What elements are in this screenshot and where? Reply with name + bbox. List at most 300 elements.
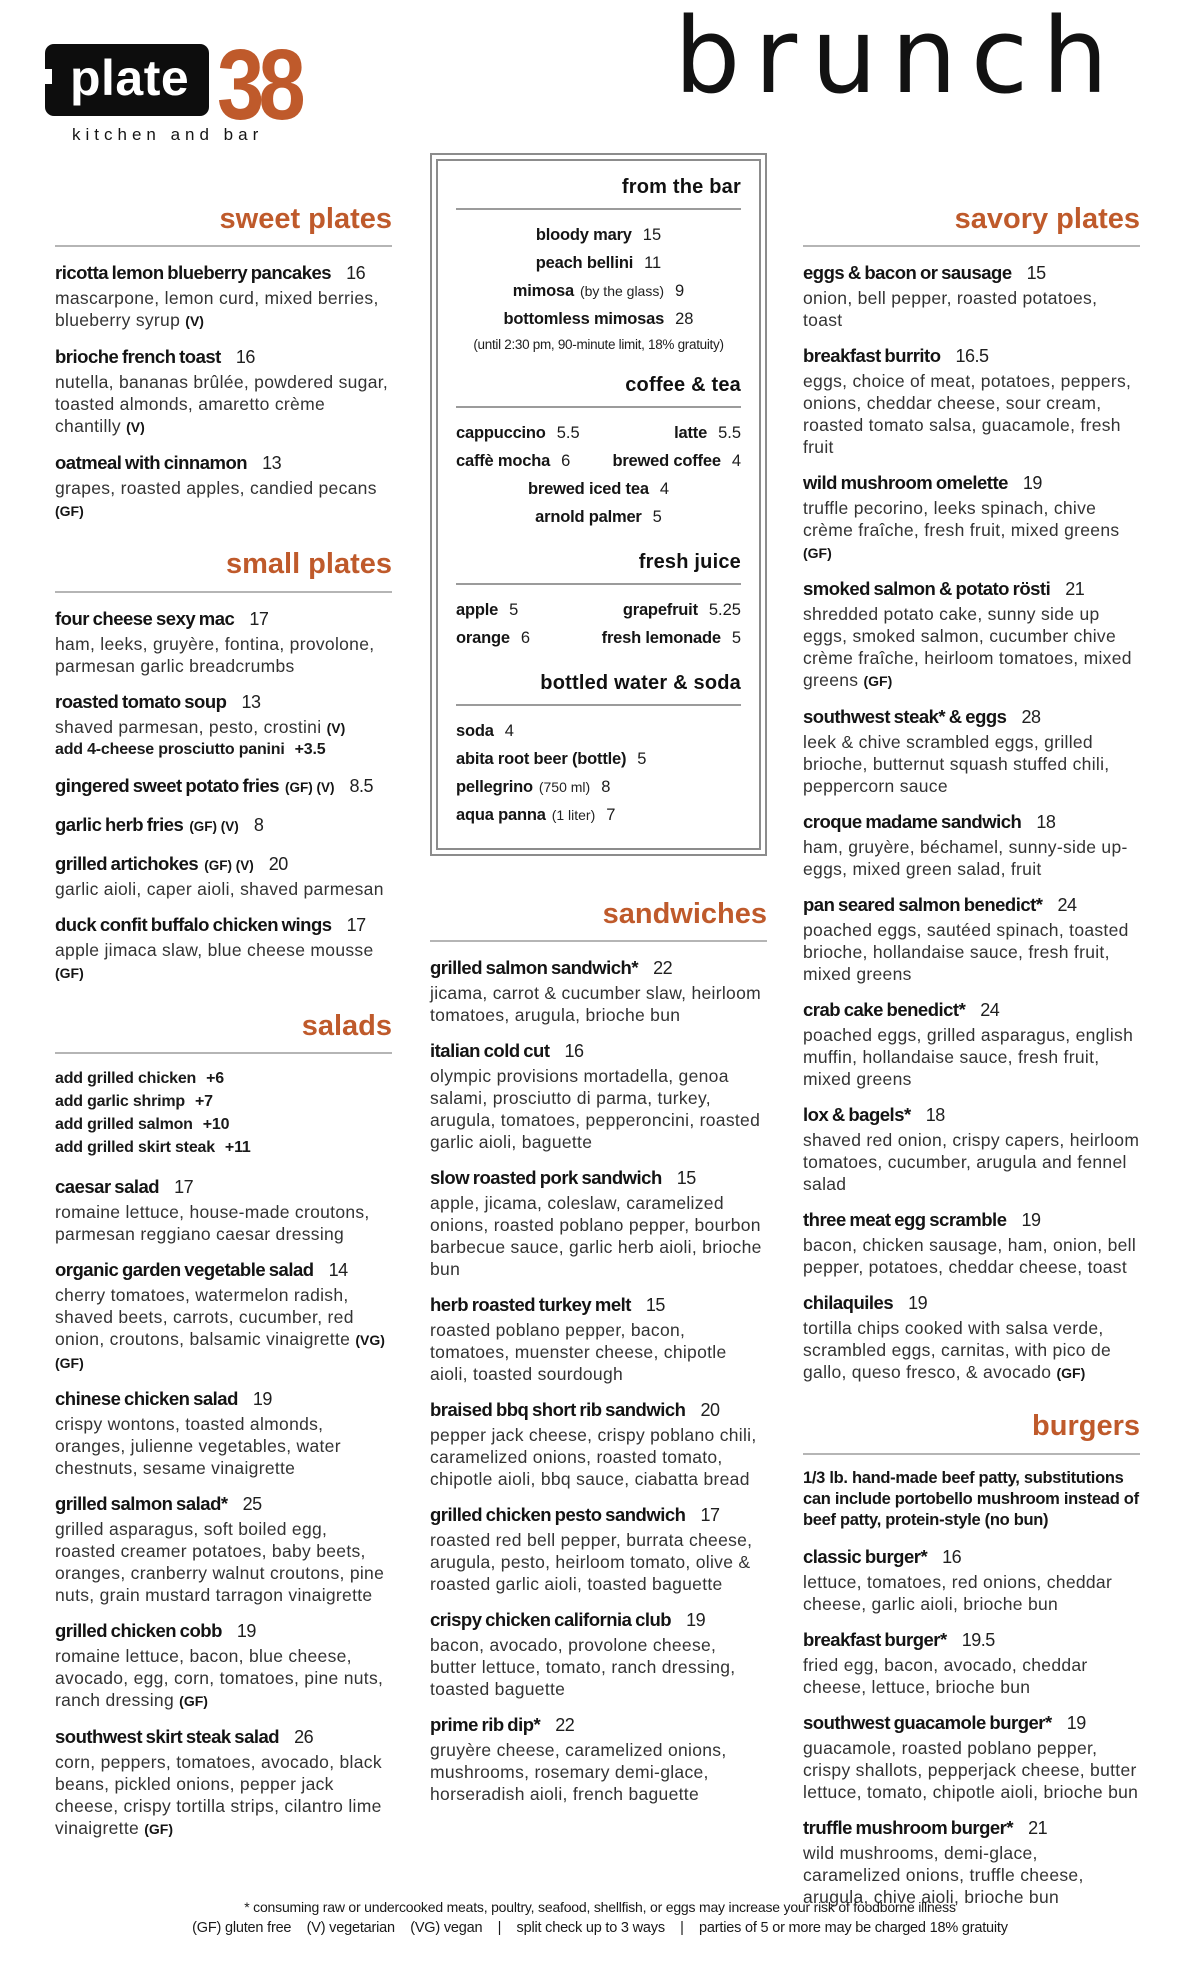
menu-item-head [55,1491,392,1518]
item-name: southwest skirt steak salad [55,1726,280,1748]
item-description [55,716,392,739]
salad-addon-line [55,1136,392,1159]
coffee-pair-rows [456,419,741,475]
item-diet-tags: (V) [126,419,145,436]
menu-item-head [803,1207,1140,1234]
menu-item-head [430,1607,767,1634]
item-description [430,1739,767,1805]
menu-item-head [803,470,1140,497]
item-description [430,1634,767,1700]
item-diet-tags: (VG) (GF) [55,1332,385,1372]
drink-price: 8 [601,778,611,796]
item-name: brioche french toast [55,346,221,368]
menu-item-head [55,450,392,477]
menu-item [430,1712,767,1805]
item-description-text: ham, leeks, gruyère, fontina, provolone, parmesan garlic breadcrumbs [55,633,375,676]
item-name: caesar salad [55,1176,160,1198]
item-name: ricotta lemon blueberry pancakes [55,262,332,284]
menu-item [55,1257,392,1374]
item-name: grilled chicken pesto sandwich [430,1504,686,1526]
item-price: 20 [268,853,288,874]
item-price: 15 [645,1295,665,1316]
menu-item [55,773,392,800]
menu-item [803,1627,1140,1698]
section-salads [55,1010,392,1840]
item-description [430,982,767,1026]
menu-item [803,1815,1140,1908]
menu-item-head [55,1618,392,1645]
item-description [430,1319,767,1385]
drink-price: 11 [644,254,662,272]
menu-item [430,1502,767,1595]
item-price: 17 [249,608,269,629]
drink-price: 4 [731,452,741,470]
menu-item [803,470,1140,564]
item-price: 28 [1021,707,1041,728]
drink-price: 4 [659,480,669,498]
item-name: breakfast burger* [803,1628,947,1650]
sweet-plates-items [55,260,392,522]
item-price: 17 [700,1505,720,1526]
item-description [803,1234,1140,1278]
drink-name: fresh lemonade [601,629,721,647]
drink-item-right [623,596,741,624]
item-description [55,1413,392,1479]
item-description-text: roasted red bell pepper, burrata cheese, arugula, pesto, heirloom tomato, olive & roasted garlic aioli, toasted baguette [430,1530,753,1595]
section-small-plates [55,548,392,983]
addon-label: add grilled skirt steak [55,1139,215,1157]
coffee-centered-rows [456,475,741,531]
item-name: grilled salmon salad* [55,1493,228,1515]
drink-price: 5 [731,629,741,647]
item-diet-tags: (GF) (V) [204,857,254,873]
menu-item-head [803,343,1140,370]
item-description-text: cherry tomatoes, watermelon radish, shaved beets, carrots, cucumber, red onion, croutons, balsamic vinaigrette [55,1285,354,1350]
item-name: pan seared salmon benedict* [803,894,1043,916]
item-price: 19 [1021,1210,1041,1231]
item-description-text: shaved red onion, crispy capers, heirloom tomatoes, cucumber, arugula and fennel salad [803,1130,1140,1195]
item-price: 16 [564,1041,584,1062]
drink-item-left [456,419,580,447]
section-heading-small-plates: small plates [55,548,392,592]
addon-price: +7 [194,1093,213,1111]
menu-item [55,344,392,438]
menu-item [803,1710,1140,1803]
addon-label: add grilled chicken [55,1070,197,1088]
menu-item-head [55,1724,392,1751]
small-plates-items [55,606,392,984]
item-name: truffle mushroom burger* [803,1816,1014,1838]
addon-label: add 4-cheese prosciutto panini [55,740,285,758]
item-description-text: grilled asparagus, soft boiled egg, roasted creamer potatoes, baby beets, oranges, cranberry walnut croutons, pine nuts, grain mustard tarragon vinaigrette [55,1519,385,1606]
item-price: 19 [908,1293,928,1314]
drink-name: peach bellini [535,254,634,272]
item-description-text: bacon, avocado, provolone cheese, butter lettuce, tomato, ranch dressing, toasted baguette [430,1635,736,1700]
item-description-text: gruyère cheese, caramelized onions, mushrooms, rosemary demi-glace, horseradish aioli, french baguette [430,1740,727,1805]
menu-item [803,892,1140,985]
item-description [803,1571,1140,1615]
menu-item-head [803,1815,1140,1842]
menu-item [803,809,1140,880]
menu-item [55,450,392,522]
item-price: 19 [236,1621,256,1642]
item-name: herb roasted turkey melt [430,1294,631,1316]
menu-item [430,1292,767,1385]
item-price: 8 [253,814,264,835]
section-burgers [803,1410,1140,1907]
item-description-text: eggs, choice of meat, potatoes, peppers, onions, cheddar cheese, sour cream, roasted tomato salsa, guacamole, fresh fruit [803,371,1132,458]
addon-price: +3.5 [294,740,326,758]
menu-item-head [55,260,392,287]
item-name: wild mushroom omelette [803,472,1008,494]
drink-note: (1 liter) [551,807,596,823]
column-right [803,203,1140,1920]
menu-item [55,812,392,839]
drink-item-right [612,447,741,475]
drink-item-left [456,596,518,624]
menu-item [430,1607,767,1700]
menu-item-head [803,1627,1140,1654]
drink-pair-row [456,419,741,447]
beverage-box-inner [436,159,761,850]
item-description-text: apple jimaca slaw, blue cheese mousse [55,939,374,960]
item-description [803,836,1140,880]
item-name: italian cold cut [430,1040,550,1062]
item-diet-tags: (V) [185,313,204,330]
drink-price: 7 [606,806,616,824]
item-description [55,939,392,984]
drink-name: caffè mocha [456,452,551,470]
item-price: 15 [676,1168,696,1189]
item-diet-tags: (GF) (V) [285,779,335,795]
box-section-fresh-juice [456,551,741,652]
item-description-text: truffle pecorino, leeks spinach, chive crème fraîche, fresh fruit, mixed greens [803,498,1120,541]
burgers-note: 1/3 lb. hand-made beef patty, substitutions can include portobello mushroom instead of beef patty, protein-style (no bun) [803,1468,1139,1529]
menu-item-head [55,851,392,878]
item-description-text: romaine lettuce, house-made croutons, parmesan reggiano caesar dressing [55,1202,370,1245]
section-heading-savory-plates: savory plates [803,203,1140,247]
item-name: organic garden vegetable salad [55,1259,314,1281]
menu-item [55,606,392,677]
item-description-text: leek & chive scrambled eggs, grilled brioche, butternut squash stuffed chili, peppercorn sauce [803,732,1110,797]
menu-item-head [803,1544,1140,1571]
item-price: 13 [262,453,282,474]
item-name: classic burger* [803,1545,928,1567]
menu-item-head [803,1290,1140,1317]
item-name: breakfast burrito [803,345,941,367]
menu-item-head [803,704,1140,731]
drink-name: arnold palmer [535,508,642,526]
item-price: 24 [980,1000,1000,1021]
item-description-text: bacon, chicken sausage, ham, onion, bell pepper, potatoes, cheddar cheese, toast [803,1235,1137,1278]
addon-price: +11 [224,1139,251,1157]
item-name: crispy chicken california club [430,1609,672,1631]
drink-name: soda [456,722,494,740]
salad-addon-line [55,1067,392,1090]
item-description [803,370,1140,458]
menu-item [55,912,392,984]
item-addon [55,739,392,761]
item-diet-tags: (GF) [55,503,84,520]
item-price: 19 [252,1389,272,1410]
menu-item-head [803,1102,1140,1129]
salads-items [55,1174,392,1840]
item-description-text: ham, gruyère, béchamel, sunny-side up-eggs, mixed green salad, fruit [803,837,1128,880]
drink-name: brewed iced tea [528,480,649,498]
menu-item-head [55,606,392,633]
item-description [803,1024,1140,1090]
item-name: four cheese sexy mac [55,607,235,629]
drink-price: 5.5 [556,424,580,442]
item-name: grilled artichokes [55,852,199,874]
menu-item [55,1386,392,1479]
item-price: 22 [555,1715,575,1736]
drink-name: aqua panna [456,806,546,824]
item-name: lox & bagels* [803,1104,911,1126]
drink-pair-row [456,447,741,475]
drink-item [456,305,741,333]
sandwiches-items [430,955,767,1805]
drink-price: 5 [637,750,647,768]
item-name: grilled salmon sandwich* [430,957,639,979]
item-description [55,371,392,438]
item-price: 20 [700,1400,720,1421]
menu-item-head [55,344,392,371]
menu-item [55,260,392,332]
item-diet-tags: (GF) [863,673,893,690]
drink-name: latte [674,424,708,442]
menu-item [55,1618,392,1712]
item-description [803,287,1140,331]
drink-name: cappuccino [456,424,546,442]
box-heading-water-soda: bottled water & soda [456,672,741,706]
item-price: 15 [1026,263,1046,284]
item-description-text: apple, jicama, coleslaw, caramelized onions, roasted poblano pepper, bourbon barbecue sauce, garlic herb aioli, brioche bun [430,1193,762,1280]
item-price: 14 [328,1260,348,1281]
menu-item [430,955,767,1026]
item-description-text: crispy wontons, toasted almonds, oranges, julienne vegetables, water chestnuts, sesame vinaigrette [55,1414,341,1479]
item-description-text: lettuce, tomatoes, red onions, cheddar cheese, garlic aioli, brioche bun [803,1571,1113,1614]
drink-name: mimosa [512,282,574,300]
section-sweet-plates [55,203,392,522]
item-description-text: poached eggs, grilled asparagus, english muffin, hollandaise sauce, fresh fruit, mixed greens [803,1025,1134,1090]
footer-disclaimer: * consuming raw or undercooked meats, poultry, seafood, shellfish, or eggs may increase your risk of foodborne illness [244,1899,956,1915]
beverage-box [430,153,767,856]
item-description-text: shaved parmesan, pesto, crostini [55,716,322,737]
bar-drinks [456,221,741,333]
item-name: chinese chicken salad [55,1388,238,1410]
drink-pair-row [456,624,741,652]
item-description-text: romaine lettuce, bacon, blue cheese, avocado, egg, corn, tomatoes, pine nuts, ranch dressing [55,1646,384,1711]
drink-item [456,277,741,305]
item-price: 17 [346,914,366,935]
menu-item-head [55,912,392,939]
drink-name: bloody mary [535,226,632,244]
item-name: grilled chicken cobb [55,1620,222,1642]
drink-name: grapefruit [622,601,698,619]
item-description-text: roasted poblano pepper, bacon, tomatoes, muenster cheese, chipotle aioli, toasted sourdough [430,1320,727,1385]
item-description [803,603,1140,692]
drink-price: 9 [675,282,685,300]
item-diet-tags: (GF) [144,1821,173,1838]
drink-name: abita root beer (bottle) [456,750,627,768]
item-description-text: onion, bell pepper, roasted potatoes, toast [803,288,1098,331]
item-name: smoked salmon & potato rösti [803,578,1051,600]
addon-label: add grilled salmon [55,1116,193,1134]
item-description-text: nutella, bananas brûlée, powdered sugar, toasted almonds, amaretto crème chantilly [55,372,389,437]
salad-addon-line [55,1090,392,1113]
box-heading-coffee-tea: coffee & tea [456,374,741,408]
savory-plates-items [803,260,1140,1384]
item-description [55,1645,392,1712]
item-price: 8.5 [349,775,374,796]
addon-price: +6 [206,1070,224,1088]
menu-item-head [430,1165,767,1192]
drink-name: apple [456,601,499,619]
column-left [55,203,392,1852]
item-name: crab cake benedict* [803,999,966,1021]
item-price: 21 [1065,579,1085,600]
item-description [55,1201,392,1245]
item-name: slow roasted pork sandwich [430,1167,662,1189]
section-heading-salads: salads [55,1010,392,1054]
item-description [55,1284,392,1374]
item-price: 24 [1057,895,1077,916]
item-name: southwest steak* & eggs [803,706,1007,728]
menu-item [803,997,1140,1090]
logo [45,29,314,145]
item-description [803,497,1140,564]
drink-name: bottomless mimosas [503,310,665,328]
item-diet-tags: (V) [326,719,346,736]
drink-note: (750 ml) [538,779,591,795]
footer-legend: (GF) gluten free (V) vegetarian (VG) vegan | split check up to 3 ways | parties of 5 or more may be charged 18% gratuity [192,1920,1008,1936]
menu-item [803,704,1140,797]
drink-item [456,717,741,745]
menu-item-head [803,809,1140,836]
drink-item-left [456,447,570,475]
drink-price: 6 [520,629,530,647]
item-description [430,1065,767,1153]
logo-tagline: kitchen and bar [72,125,264,144]
item-price: 16 [235,347,255,368]
menu-item-head [430,1502,767,1529]
menu-item-head [803,1710,1140,1737]
item-description-text: poached eggs, sautéed spinach, toasted brioche, hollandaise sauce, fresh fruit, mixed greens [803,920,1129,985]
menu-item [803,1544,1140,1615]
menu-item-head [803,997,1140,1024]
box-heading-fresh-juice: fresh juice [456,551,741,585]
section-heading-sandwiches: sandwiches [430,898,767,942]
item-description [55,1751,392,1840]
drink-price: 5 [509,601,519,619]
item-description [55,633,392,677]
menu-item [803,576,1140,692]
item-price: 19.5 [961,1629,995,1650]
box-heading-from-the-bar: from the bar [456,176,741,210]
item-description [430,1529,767,1595]
menu-item [803,1102,1140,1195]
item-price: 13 [241,691,261,712]
drink-price: 6 [561,452,571,470]
item-price: 17 [174,1177,194,1198]
menu-item-head [55,1174,392,1201]
section-heading-sweet-plates: sweet plates [55,203,392,247]
item-description-text: mascarpone, lemon curd, mixed berries, blueberry syrup [55,288,379,331]
menu-item [430,1397,767,1490]
menu-item-head [803,260,1140,287]
menu-item [55,1724,392,1840]
menu-item [55,689,392,761]
item-diet-tags: (GF) [803,545,832,562]
drink-price: 15 [642,226,662,244]
item-description-text: garlic aioli, caper aioli, shaved parmesan [55,878,384,899]
item-description [55,477,392,522]
item-price: 25 [242,1494,262,1515]
drink-name: pellegrino [456,778,533,796]
drink-note: (by the glass) [579,283,665,299]
addon-price: +10 [202,1116,230,1134]
item-diet-tags: (GF) [1056,1365,1086,1382]
item-description [803,731,1140,797]
item-price: 26 [294,1727,314,1748]
section-sandwiches [430,898,767,1805]
drink-pair-row [456,596,741,624]
logo-wordmark: plate [70,50,190,106]
item-description-text: olympic provisions mortadella, genoa salami, prosciutto di parma, turkey, arugula, tomatoes, pepperoncini, roasted garlic aioli, baguette [430,1066,761,1153]
menu-item [803,1290,1140,1384]
item-description [55,1518,392,1606]
drink-item [456,773,741,801]
item-description [430,1192,767,1280]
drink-item [456,503,741,531]
drink-item [456,801,741,829]
item-description [803,1654,1140,1698]
menu-item-head [430,1397,767,1424]
item-price: 19 [1066,1712,1086,1733]
item-name: roasted tomato soup [55,690,227,712]
item-name: braised bbq short rib sandwich [430,1399,686,1421]
drink-name: orange [456,629,510,647]
item-description-text: grapes, roasted apples, candied pecans [55,478,377,499]
bar-fine-print: (until 2:30 pm, 90-minute limit, 18% gratuity) [473,337,724,352]
item-name: three meat egg scramble [803,1209,1007,1231]
item-description-text: fried egg, bacon, avocado, cheddar cheese, lettuce, brioche bun [803,1654,1088,1697]
item-name: garlic herb fries [55,813,184,835]
box-section-from-the-bar [456,176,741,354]
item-description-text: jicama, carrot & cucumber slaw, heirloom tomatoes, arugula, brioche bun [430,983,761,1026]
item-name: chilaquiles [803,1292,894,1314]
item-name: southwest guacamole burger* [803,1711,1052,1733]
item-description-text: shredded potato cake, sunny side up eggs, smoked salmon, cucumber chive crème fraîche, heirloom tomatoes, mixed greens [803,604,1132,691]
drink-name: brewed coffee [612,452,721,470]
drink-item [456,475,741,503]
item-price: 19 [686,1610,706,1631]
item-price: 16.5 [955,346,989,367]
drink-price: 5.5 [718,424,741,442]
footer [0,1897,1200,1939]
column-middle [430,153,767,1817]
drink-price: 4 [504,722,514,740]
drink-item-left [456,624,530,652]
item-price: 16 [942,1546,962,1567]
menu-item-head [55,773,392,800]
menu-item-head [55,812,392,839]
water-soda-items [456,717,741,829]
menu-item [803,260,1140,331]
item-description [803,919,1140,985]
drink-price: 5 [652,508,662,526]
